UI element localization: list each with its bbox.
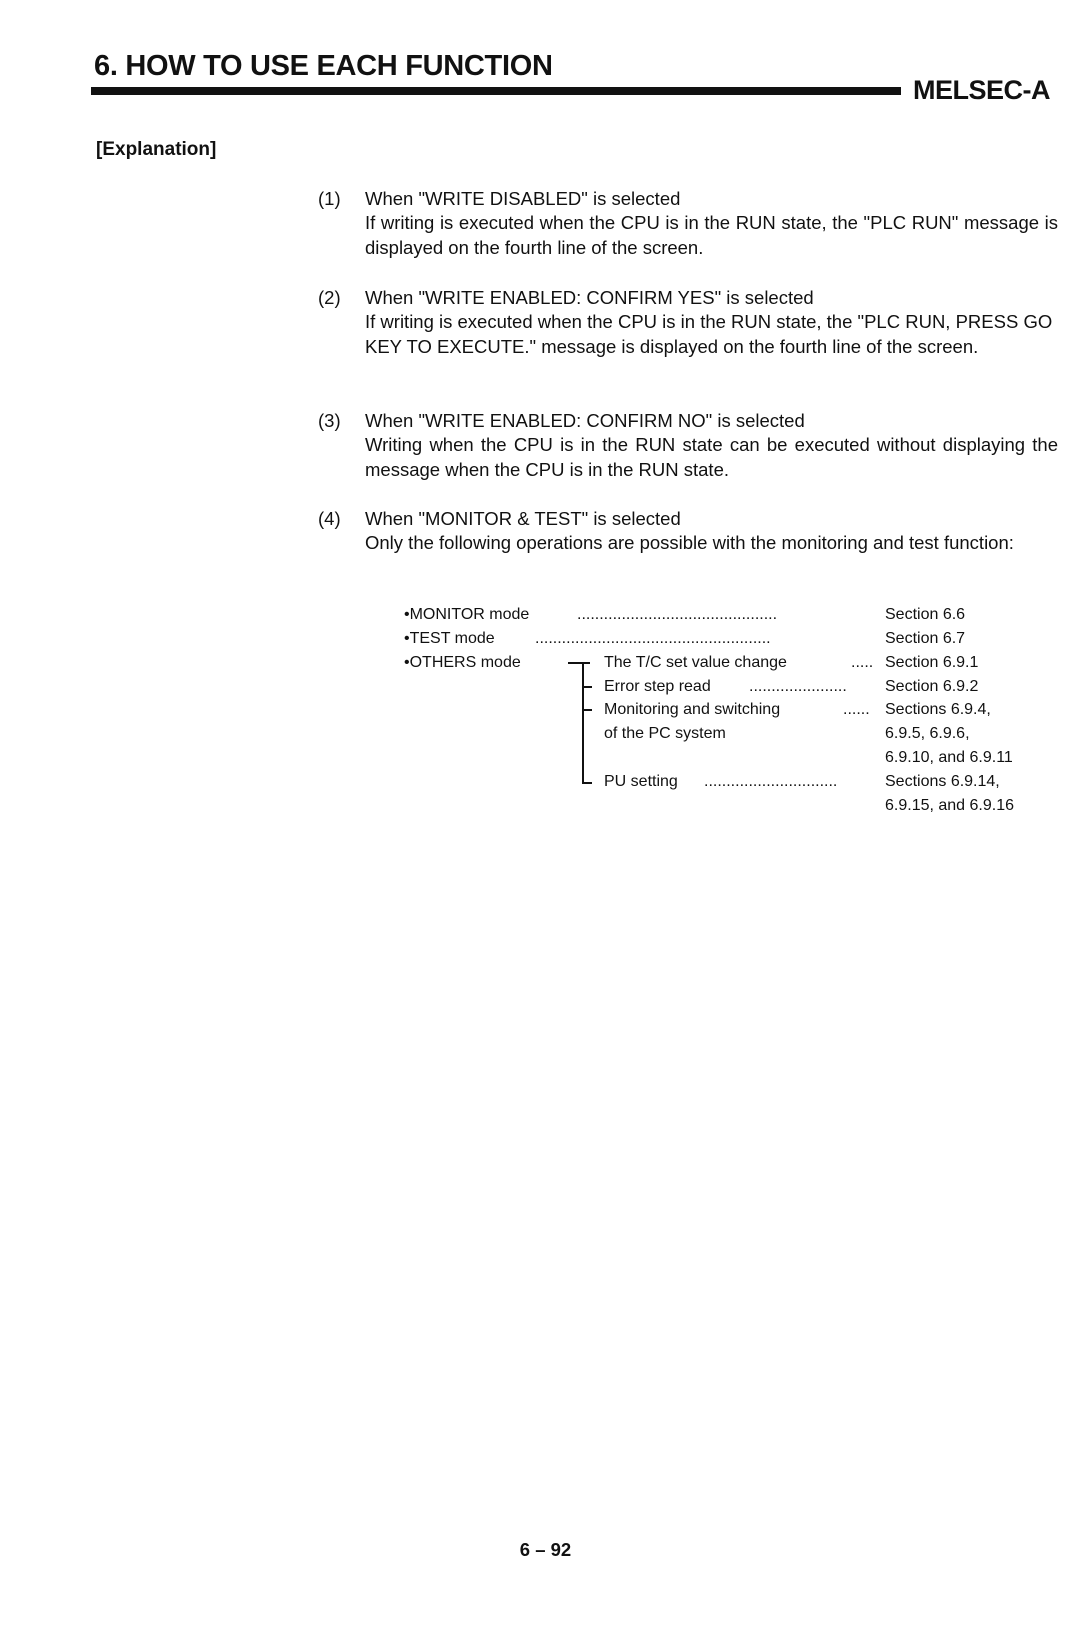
- mode-monitor-label: •MONITOR mode: [404, 606, 530, 623]
- others-item-ref-cont: 6.9.10, and 6.9.11: [885, 749, 1013, 766]
- item-number: (2): [318, 287, 341, 308]
- tree-branch: [582, 709, 592, 711]
- leader-dots: ..............................: [704, 773, 838, 790]
- others-item-label: The T/C set value change: [604, 654, 787, 671]
- explanation-item: [318, 286, 1058, 359]
- others-item-label-cont: of the PC system: [604, 725, 726, 742]
- others-item-label: Monitoring and switching: [604, 701, 781, 718]
- page-header-title: 6. HOW TO USE EACH FUNCTION: [94, 50, 553, 82]
- section-label: [Explanation]: [96, 139, 217, 160]
- item-body: If writing is executed when the CPU is in the RUN state, the "PLC RUN, PRESS GO KEY TO EXECUTE." message is displayed on the fourth line of the screen.: [365, 311, 1053, 357]
- others-item-label: PU setting: [604, 773, 678, 790]
- leader-dots: ......: [843, 701, 870, 718]
- leader-dots: .....................................................: [535, 630, 771, 647]
- others-item-ref: Section 6.9.2: [885, 678, 979, 695]
- leader-dots: .............................................: [577, 606, 778, 623]
- item-number: (1): [318, 188, 341, 209]
- item-heading: When "WRITE ENABLED: CONFIRM YES" is selected: [365, 287, 814, 308]
- others-item-ref: Section 6.9.1: [885, 654, 979, 671]
- tree-branch: [582, 782, 592, 784]
- brand-logo: MELSEC-A: [913, 75, 1050, 105]
- explanation-item: [318, 187, 1058, 260]
- leader-dots: ......................: [749, 678, 847, 695]
- item-heading: When "MONITOR & TEST" is selected: [365, 508, 681, 529]
- mode-test-ref: Section 6.7: [885, 630, 966, 647]
- item-body: Only the following operations are possible with the monitoring and test function:: [365, 532, 1014, 554]
- item-heading: When "WRITE ENABLED: CONFIRM NO" is selected: [365, 410, 805, 431]
- mode-others-label: •OTHERS mode: [404, 654, 521, 671]
- others-item-ref-cont: 6.9.15, and 6.9.16: [885, 797, 1014, 814]
- item-number: (4): [318, 508, 341, 529]
- others-item-ref: Sections 6.9.4,: [885, 701, 991, 718]
- leader-dots: .....: [851, 654, 874, 671]
- mode-monitor-ref: Section 6.6: [885, 606, 966, 623]
- others-item-ref-cont: 6.9.5, 6.9.6,: [885, 725, 970, 742]
- tree-branch: [582, 686, 592, 688]
- others-item-label: Error step read: [604, 678, 711, 695]
- explanation-item: [318, 409, 1058, 482]
- page-number: 6 – 92: [519, 1539, 572, 1560]
- item-number: (3): [318, 410, 341, 431]
- others-item-ref: Sections 6.9.14,: [885, 773, 1000, 790]
- item-body: If writing is executed when the CPU is in the RUN state, the "PLC RUN" message is displayed on the fourth line of the screen.: [365, 212, 1058, 258]
- explanation-item: [318, 507, 1058, 556]
- header-rule: [91, 87, 901, 95]
- item-body: Writing when the CPU is in the RUN state can be executed without displaying the message when the CPU is in the RUN state.: [365, 434, 1058, 480]
- tree-branch: [568, 662, 590, 664]
- item-heading: When "WRITE DISABLED" is selected: [365, 188, 681, 209]
- tree-connector: [582, 662, 584, 784]
- mode-test-label: •TEST mode: [404, 630, 495, 647]
